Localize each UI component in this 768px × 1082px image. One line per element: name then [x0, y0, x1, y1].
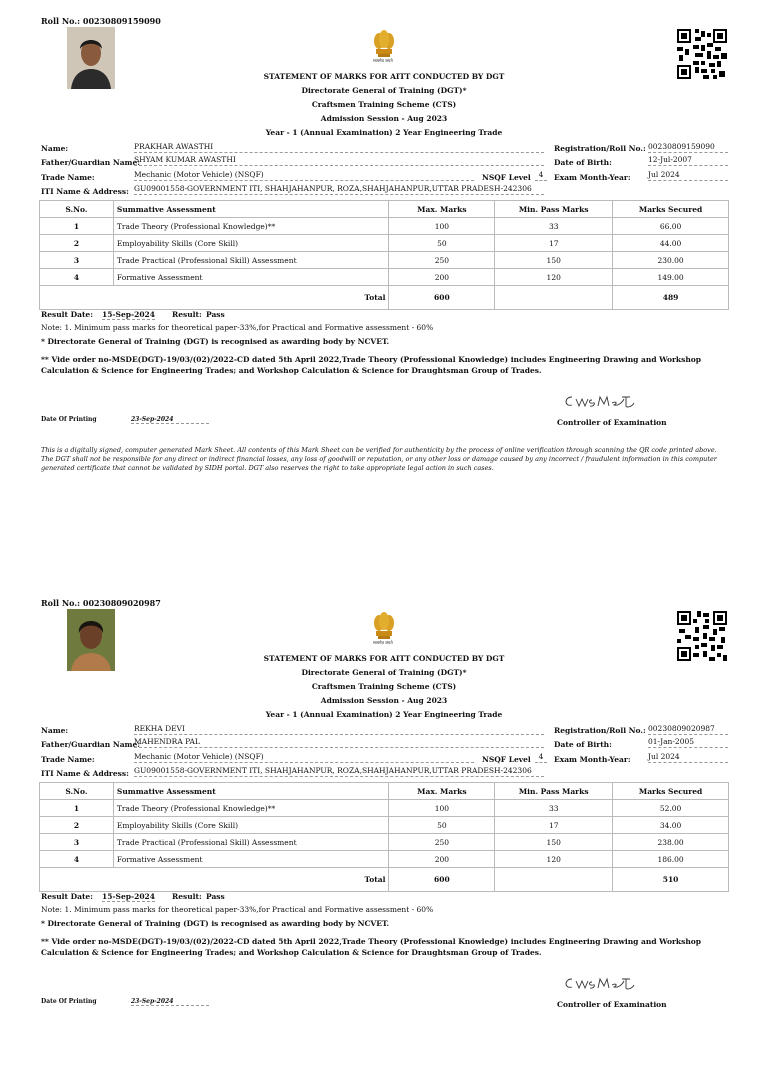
table-row	[40, 851, 729, 868]
cell-sno: 2	[40, 817, 114, 834]
total-max: 600	[389, 286, 495, 310]
cell-sno: 2	[40, 235, 114, 252]
col-sno: S.No.	[40, 201, 114, 218]
cell-max: 50	[389, 817, 495, 834]
dob-label: Date of Birth:	[554, 740, 612, 749]
cell-subject: Trade Practical (Professional Skill) Assessment	[113, 252, 389, 269]
disclaimer: This is a digitally signed, computer generated Mark Sheet. All contents of this Mark Sheet can be verified for authenticity by the process of online verification through scanning the QR code printed above. The DGT shall not be responsible for any direct or indirect financial losses, any loss of goodwill or reputation, or any other loss or damage caused by any incorrect / fraudulent information in this computer generated certificate that cannot be validated by SIDH portal. DGT also reserves the right to take appropriate legal action in such cases.	[41, 446, 717, 472]
total-secured: 489	[613, 286, 729, 310]
dob-value: 01-Jan-2005	[648, 737, 728, 748]
col-secured: Marks Secured	[613, 201, 729, 218]
col-sno: S.No.	[40, 783, 114, 800]
national-emblem-icon	[370, 609, 398, 647]
total-max: 600	[389, 868, 495, 892]
date-printing-label: Date Of Printing	[41, 998, 97, 1005]
emblem-caption: सत्यमेव जयते	[373, 58, 393, 63]
father-name: MAHENDRA PAL	[134, 737, 544, 748]
controller-signature	[560, 391, 640, 413]
heading-title: STATEMENT OF MARKS FOR AITT CONDUCTED BY DGT	[263, 72, 505, 81]
result-label: Result:	[172, 892, 202, 901]
exam-month: Jul 2024	[648, 752, 728, 763]
table-row	[40, 218, 729, 235]
national-emblem-icon	[370, 27, 398, 65]
cell-secured: 52.00	[613, 800, 729, 817]
total-row	[40, 286, 729, 310]
cell-min: 33	[495, 218, 613, 235]
table-header	[40, 201, 729, 218]
roll-number: Roll No.: 00230809020987	[41, 598, 161, 608]
exam-label: Exam Month-Year:	[554, 755, 631, 764]
reg-number: 00230809159090	[648, 142, 728, 153]
heading-cts: Craftsmen Training Scheme (CTS)	[311, 100, 457, 109]
table-row	[40, 834, 729, 851]
trade-label: Trade Name:	[41, 173, 95, 182]
note-min-marks: Note: 1. Minimum pass marks for theoretical paper-33%,for Practical and Formative assessment - 60%	[41, 323, 434, 332]
cell-secured: 44.00	[613, 235, 729, 252]
result-date-label: Result Date:	[41, 310, 93, 319]
cell-subject: Formative Assessment	[113, 269, 389, 286]
heading-title: STATEMENT OF MARKS FOR AITT CONDUCTED BY DGT	[263, 654, 505, 663]
dob-value: 12-Jul-2007	[648, 155, 728, 166]
total-min-empty	[495, 286, 613, 310]
controller-signature	[560, 973, 640, 995]
cell-subject: Employability Skills (Core Skill)	[113, 817, 389, 834]
note-ncvet: * Directorate General of Training (DGT) is recognised as awarding body by NCVET.	[41, 337, 390, 346]
date-printing-label: Date Of Printing	[41, 416, 97, 423]
note-vide-order: ** Vide order no-MSDE(DGT)-19/03/(02)/2022-CD dated 5th April 2022,Trade Theory (Professional Knowledge) includes Engineering Drawing and Workshop Calculation & Science for Engineering Trades; and Workshop Calculation & Science for Draughtsman Group of Trades.	[41, 937, 702, 957]
cell-max: 200	[389, 851, 495, 868]
cell-sno: 1	[40, 800, 114, 817]
result-value: Pass	[206, 892, 225, 901]
col-secured: Marks Secured	[613, 783, 729, 800]
controller-label: Controller of Examination	[557, 418, 667, 427]
iti-label: ITI Name & Address:	[41, 187, 129, 196]
reg-label: Registration/Roll No.:	[554, 144, 646, 153]
table-header	[40, 783, 729, 800]
cell-min: 33	[495, 800, 613, 817]
roll-number: Roll No.: 00230809159090	[41, 16, 161, 26]
emblem-caption: सत्यमेव जयते	[373, 640, 393, 645]
result-date: 15-Sep-2024	[102, 892, 155, 901]
total-row	[40, 868, 729, 892]
cell-secured: 66.00	[613, 218, 729, 235]
col-min: Min. Pass Marks	[495, 201, 613, 218]
iti-label: ITI Name & Address:	[41, 769, 129, 778]
total-min-empty	[495, 868, 613, 892]
result-value: Pass	[206, 310, 225, 319]
trade-name: Mechanic (Motor Vehicle) (NSQF)	[134, 752, 474, 763]
cell-sno: 4	[40, 851, 114, 868]
col-assessment: Summative Assessment	[113, 201, 389, 218]
note-min-marks: Note: 1. Minimum pass marks for theoretical paper-33%,for Practical and Formative assessment - 60%	[41, 905, 434, 914]
student-name: REKHA DEVI	[134, 724, 544, 735]
cell-sno: 3	[40, 834, 114, 851]
cell-secured: 34.00	[613, 817, 729, 834]
trade-label: Trade Name:	[41, 755, 95, 764]
cell-max: 50	[389, 235, 495, 252]
marksheet-1	[0, 0, 768, 500]
cell-min: 120	[495, 851, 613, 868]
cell-max: 250	[389, 834, 495, 851]
col-min: Min. Pass Marks	[495, 783, 613, 800]
cell-min: 17	[495, 817, 613, 834]
total-secured: 510	[613, 868, 729, 892]
cell-subject: Trade Theory (Professional Knowledge)**	[113, 800, 389, 817]
cell-subject: Trade Practical (Professional Skill) Assessment	[113, 834, 389, 851]
nsqf-level: 4	[535, 752, 547, 763]
cell-secured: 238.00	[613, 834, 729, 851]
cell-subject: Trade Theory (Professional Knowledge)**	[113, 218, 389, 235]
table-row	[40, 252, 729, 269]
father-name: SHYAM KUMAR AWASTHI	[134, 155, 544, 166]
student-name: PRAKHAR AWASTHI	[134, 142, 544, 153]
col-max: Max. Marks	[389, 783, 495, 800]
note-vide-order: ** Vide order no-MSDE(DGT)-19/03/(02)/2022-CD dated 5th April 2022,Trade Theory (Professional Knowledge) includes Engineering Drawing and Workshop Calculation & Science for Engineering Trades; and Workshop Calculation & Science for Draughtsman Group of Trades.	[41, 355, 702, 375]
col-max: Max. Marks	[389, 201, 495, 218]
signature-text: CwSMeha	[560, 412, 571, 413]
cell-sno: 4	[40, 269, 114, 286]
total-label: Total	[40, 286, 389, 310]
total-label: Total	[40, 868, 389, 892]
cell-secured: 230.00	[613, 252, 729, 269]
heading-session: Admission Session - Aug 2023	[320, 114, 448, 123]
nsqf-label: NSQF Level	[482, 755, 531, 764]
col-assessment: Summative Assessment	[113, 783, 389, 800]
dob-label: Date of Birth:	[554, 158, 612, 167]
controller-label: Controller of Examination	[557, 1000, 667, 1009]
cell-sno: 1	[40, 218, 114, 235]
cell-subject: Employability Skills (Core Skill)	[113, 235, 389, 252]
heading-dgt: Directorate General of Training (DGT)*	[301, 86, 467, 95]
cell-secured: 149.00	[613, 269, 729, 286]
father-label: Father/Guardian Name:	[41, 158, 141, 167]
table-row	[40, 235, 729, 252]
name-label: Name:	[41, 144, 69, 153]
marks-table	[39, 782, 729, 892]
cell-min: 120	[495, 269, 613, 286]
cell-min: 150	[495, 252, 613, 269]
cell-max: 250	[389, 252, 495, 269]
date-printing: 23-Sep-2024	[131, 416, 209, 424]
cell-secured: 186.00	[613, 851, 729, 868]
table-row	[40, 800, 729, 817]
date-printing: 23-Sep-2024	[131, 998, 209, 1006]
note-ncvet: * Directorate General of Training (DGT) is recognised as awarding body by NCVET.	[41, 919, 390, 928]
heading-year: Year - 1 (Annual Examination) 2 Year Engineering Trade	[265, 128, 503, 137]
father-label: Father/Guardian Name:	[41, 740, 141, 749]
cell-max: 100	[389, 800, 495, 817]
trade-name: Mechanic (Motor Vehicle) (NSQF)	[134, 170, 474, 181]
name-label: Name:	[41, 726, 69, 735]
result-date-label: Result Date:	[41, 892, 93, 901]
heading-session: Admission Session - Aug 2023	[320, 696, 448, 705]
iti-address: GU09001558-GOVERNMENT ITI, SHAHJAHANPUR, ROZA,SHAHJAHANPUR,UTTAR PRADESH-242306	[134, 766, 544, 777]
table-row	[40, 269, 729, 286]
heading-cts: Craftsmen Training Scheme (CTS)	[311, 682, 457, 691]
nsqf-label: NSQF Level	[482, 173, 531, 182]
cell-min: 17	[495, 235, 613, 252]
reg-label: Registration/Roll No.:	[554, 726, 646, 735]
exam-label: Exam Month-Year:	[554, 173, 631, 182]
nsqf-level: 4	[535, 170, 547, 181]
reg-number: 00230809020987	[648, 724, 728, 735]
result-label: Result:	[172, 310, 202, 319]
table-row	[40, 817, 729, 834]
iti-address: GU09001558-GOVERNMENT ITI, SHAHJAHANPUR, ROZA,SHAHJAHANPUR,UTTAR PRADESH-242306	[134, 184, 544, 195]
heading-year: Year - 1 (Annual Examination) 2 Year Engineering Trade	[265, 710, 503, 719]
cell-subject: Formative Assessment	[113, 851, 389, 868]
heading-dgt: Directorate General of Training (DGT)*	[301, 668, 467, 677]
marks-table	[39, 200, 729, 310]
cell-max: 100	[389, 218, 495, 235]
cell-sno: 3	[40, 252, 114, 269]
marksheet-2	[0, 582, 768, 1082]
cell-min: 150	[495, 834, 613, 851]
result-date: 15-Sep-2024	[102, 310, 155, 319]
exam-month: Jul 2024	[648, 170, 728, 181]
cell-max: 200	[389, 269, 495, 286]
